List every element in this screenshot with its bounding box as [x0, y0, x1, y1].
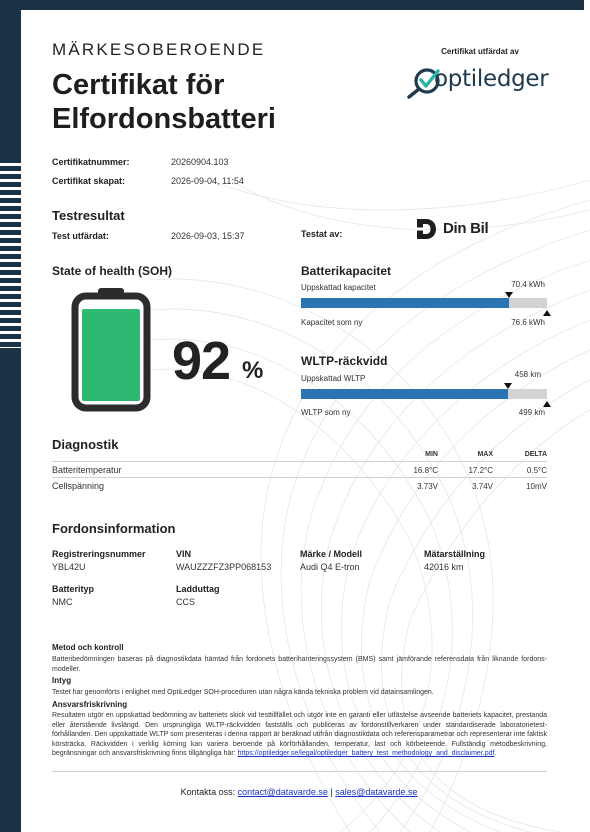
certificate-number-value: 20260904.103 [171, 157, 229, 167]
disclaimer-heading: Ansvarsfriskrivning [52, 700, 128, 709]
footer-contact [52, 787, 546, 797]
brand-subtitle: MÄRKESOBEROENDE [52, 40, 266, 59]
diag-row-max: 3.74V [472, 482, 493, 491]
dinbil-mark-icon [415, 217, 439, 241]
battery-icon [71, 288, 151, 412]
odometer-value: 42016 km [424, 562, 464, 572]
model-label: Märke / Modell [300, 549, 363, 559]
wltp-estimated-value: 458 km [514, 370, 541, 379]
diag-row-label: Batteritemperatur [52, 465, 122, 475]
diag-col-max: MAX [477, 451, 493, 458]
test-date-label: Test utfärdat: [52, 231, 109, 241]
disclaimer-text [52, 711, 547, 759]
connector-label: Ladduttag [176, 584, 220, 594]
dinbil-logo-text: Din Bil [443, 220, 489, 237]
diag-col-delta: DELTA [524, 451, 547, 458]
wltp-bar-fill [301, 389, 508, 399]
method-text: Batteribedömningen baseras på diagnostikdata hämtad från fordonets batterihanteringssystem (BMS) samt jämförande referensdata från liknande fordons-modeller. [52, 656, 547, 673]
certificate-created-value: 2026-09-04, 11:54 [171, 176, 244, 186]
capacity-new-label: Kapacitet som ny [301, 318, 363, 327]
capacity-estimated-label: Uppskattad kapacitet [301, 283, 376, 292]
footer-divider [52, 771, 547, 772]
diagnostics-heading: Diagnostik [52, 437, 119, 452]
diag-row-max: 17.2°C [468, 466, 493, 475]
certificate-created-label: Certifikat skapat: [52, 176, 126, 186]
intyg-text: Testet har genomförts i enlighet med OptiLedger SOH-proceduren utan några kända tekniska problem vid datainsamlingen. [52, 689, 434, 696]
wltp-new-label: WLTP som ny [301, 408, 351, 417]
vehicle-heading: Fordonsinformation [52, 521, 176, 536]
diag-row-min: 16.8°C [413, 466, 438, 475]
optiledger-logo-text: optiledger [434, 66, 549, 92]
reg-number-label: Registreringsnummer [52, 549, 146, 559]
tested-by-label: Testat av: [301, 229, 343, 239]
top-bar [0, 0, 584, 10]
sales-email-link[interactable]: sales@datavarde.se [335, 787, 418, 797]
diag-divider-top [52, 461, 547, 462]
page-title [52, 68, 352, 136]
title-line-2: Elfordonsbatteri [52, 103, 276, 135]
optiledger-logo [405, 63, 555, 103]
certificate-number-label: Certifikatnummer: [52, 157, 130, 167]
vin-label: VIN [176, 549, 192, 559]
wltp-estimated-label: Uppskattad WLTP [301, 374, 366, 383]
capacity-bar-fill [301, 298, 509, 308]
reg-number-value: YBL42U [52, 562, 86, 572]
disclaimer-end: . [494, 750, 497, 757]
intyg-heading: Intyg [52, 676, 72, 685]
disclaimer-body: Resultaten utgör en uppskattad bedömning av batteriets skick vid testtillfället och utgör inte en garanti eller utfästelse avseende batteriets kapacitet, prestanda eller återstående livslängd. Den ursprungliga WLTP-räckvidden fastställs och publiceras av fordonstillverkaren under standardiserade laboratorietest-förhållanden. Den uppskattade WLTP som presenteras i denna rapport är beräknad utifrån diagnostikdata och referensparametrar och representerar inte faktisk körsträcka. Räckvidden i verklig körning kan variera beroende på körförhållanden, temperatur, last och körbeteende. Fullständig metodbeskrivning, begränsningar och ansvarsfriskrivning finns tillgängliga här: [52, 712, 547, 757]
diag-row-min: 3.73V [417, 482, 438, 491]
soh-unit: % [242, 357, 264, 384]
battery-type-label: Batterityp [52, 584, 95, 594]
test-result-heading: Testresultat [52, 208, 125, 223]
soh-heading: State of health (SOH) [52, 264, 173, 278]
diag-divider [52, 477, 547, 478]
wltp-heading: WLTP-räckvidd [301, 354, 388, 368]
battery-type-value: NMC [52, 597, 73, 607]
connector-value: CCS [176, 597, 196, 607]
wltp-new-value: 499 km [518, 408, 545, 417]
sidebar-band [0, 0, 21, 832]
battery-fill [82, 309, 140, 401]
diag-row-delta: 10mV [526, 482, 547, 491]
capacity-estimated-value: 70.4 kWh [511, 280, 545, 289]
capacity-heading: Batterikapacitet [301, 264, 392, 278]
capacity-new-marker [543, 310, 551, 316]
wltp-new-marker [543, 401, 551, 407]
title-line-1: Certifikat för [52, 69, 225, 101]
diag-col-min: MIN [425, 451, 438, 458]
disclaimer-link[interactable]: https://optiledger.se/legal/optiledger_battery_test_methodology_and_disclaimer.pdf [237, 750, 495, 757]
model-value: Audi Q4 E-tron [300, 562, 360, 572]
contact-label: Kontakta oss: [180, 787, 236, 797]
vin-value: WAUZZZFZ3PP068153 [176, 562, 272, 572]
dinbil-logo [415, 217, 525, 243]
contact-email-link[interactable]: contact@datavarde.se [237, 787, 328, 797]
issued-by-label: Certifikat utfärdat av [441, 47, 519, 56]
test-date-value: 2026-09-03, 15:37 [171, 231, 245, 241]
sidebar-stripes [0, 158, 21, 348]
diag-row-delta: 0.5°C [526, 466, 547, 475]
soh-value: 92 [172, 331, 231, 391]
contact-separator: | [330, 787, 333, 797]
capacity-new-value: 76.6 kWh [511, 318, 545, 327]
method-heading: Metod och kontroll [52, 643, 124, 652]
diag-row-label: Cellspänning [52, 481, 105, 491]
odometer-label: Mätarställning [424, 549, 486, 559]
